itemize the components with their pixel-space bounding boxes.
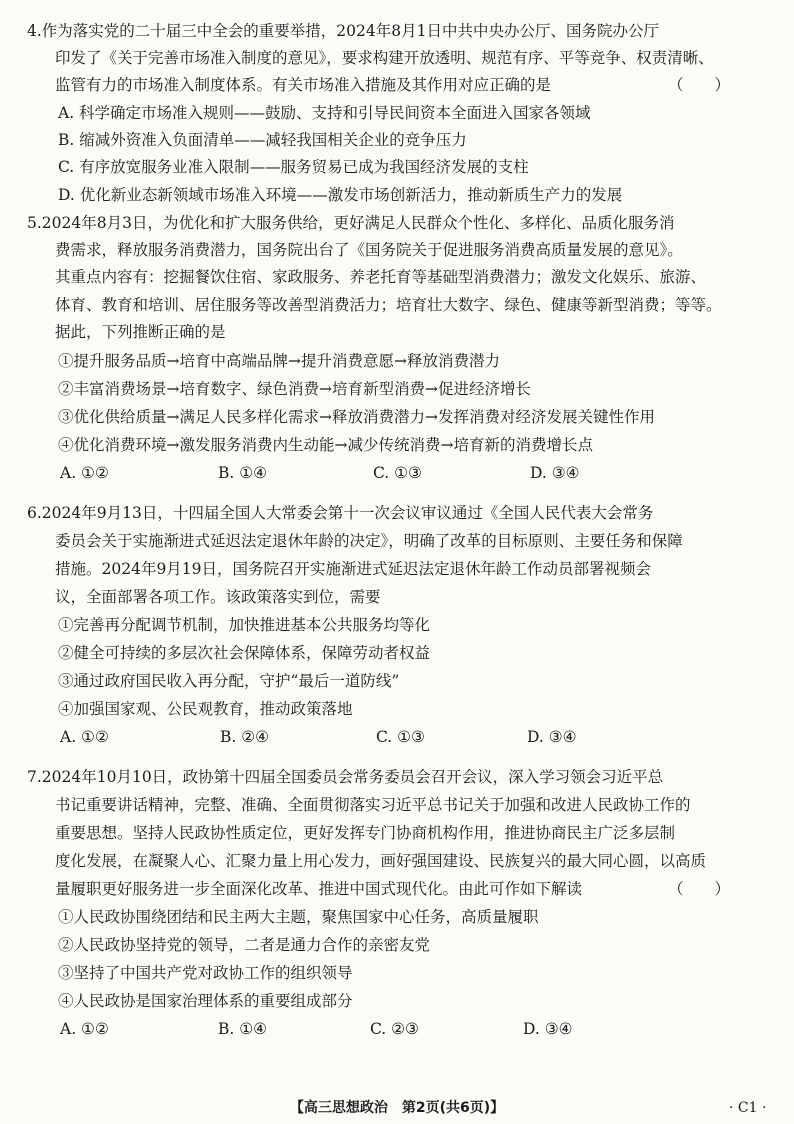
- q6-item-3: ③通过政府国民收入再分配，守护“最后一道防线”: [58, 672, 400, 690]
- q5-option-b: B. ①④: [218, 464, 268, 482]
- q6-stem-line-3: 措施。2024年9月19日，国务院召开实施渐进式延迟法定退休年龄工作动员部署视频会: [55, 560, 652, 578]
- q7-item-2: ②人民政协坚持党的领导，二者是通力合作的亲密友党: [58, 936, 431, 954]
- q7-option-b: B. ①④: [218, 1020, 268, 1038]
- q6-item-4: ④加强国家观、公民观教育，推动政策落地: [58, 700, 353, 718]
- q5-stem-line-4: 体育、教育和培训、居住服务等改善型消费活力；培育壮大数字、绿色、健康等新型消费；等等。: [55, 296, 722, 314]
- q5-item-2: ②丰富消费场景→培育数字、绿色消费→培育新型消费→促进经济增长: [58, 380, 531, 398]
- q6-option-c: C. ①③: [376, 728, 425, 746]
- q4-answer-bracket: （ ）: [668, 76, 731, 94]
- q4-stem-line-2: 印发了《关于完善市场准入制度的意见》，要求构建开放透明、规范有序、平等竞争、权责清晰、: [55, 49, 714, 67]
- page-footer: 【高三思想政治 第2页(共6页)】: [289, 1100, 505, 1116]
- q7-option-d: D. ③④: [523, 1020, 573, 1038]
- q5-stem-line-2: 费需求，释放服务消费潜力，国务院出台了《国务院关于促进服务消费高质量发展的意见》。: [55, 241, 683, 259]
- q5-option-c: C. ①③: [373, 464, 422, 482]
- q7-option-a: A. ①②: [60, 1020, 109, 1038]
- q6-stem-line-4: 议，全面部署各项工作。该政策落实到位，需要: [55, 588, 381, 606]
- q4-option-a: A. 科学确定市场准入规则——鼓励、支持和引导民间资本全面进入国家各领域: [58, 104, 591, 122]
- q7-stem-line-5: 量履职更好服务进一步全面深化改革、推进中国式现代化。由此可作如下解读: [55, 880, 583, 898]
- q7-item-1: ①人民政协围绕团结和民主两大主题，聚焦国家中心任务，高质量履职: [58, 908, 539, 926]
- q7-stem-line-2: 书记重要讲话精神，完整、准确、全面贯彻落实习近平总书记关于加强和改进人民政协工作的: [55, 796, 691, 814]
- q7-option-c: C. ②③: [370, 1020, 419, 1038]
- q6-item-1: ①完善再分配调节机制，加快推进基本公共服务均等化: [58, 616, 431, 634]
- q6-option-b: B. ②④: [220, 728, 270, 746]
- q5-stem-line-1: 5.2024年8月3日，为优化和扩大服务供给，更好满足人民群众个性化、多样化、品质化服务消: [27, 214, 675, 232]
- q5-item-1: ①提升服务品质→培育中高端品牌→提升消费意愿→释放消费潜力: [58, 352, 500, 370]
- q4-option-c: C. 有序放宽服务业准入限制——服务贸易已成为我国经济发展的支柱: [58, 158, 529, 176]
- q6-stem-line-2: 委员会关于实施渐进式延迟法定退休年龄的决定》，明确了改革的目标原则、主要任务和保障: [55, 532, 683, 550]
- q5-option-d: D. ③④: [530, 464, 580, 482]
- q4-stem-line-3: 监管有力的市场准入制度体系。有关市场准入措施及其作用对应正确的是: [55, 76, 552, 94]
- q5-item-4: ④优化消费环境→激发服务消费内生动能→减少传统消费→培育新的消费增长点: [58, 436, 593, 454]
- q7-options: [0, 1016, 760, 1042]
- q7-stem-line-3: 重要思想。坚持人民政协性质定位，更好发挥专门协商机构作用，推进协商民主广泛多层制: [55, 824, 676, 842]
- q6-item-2: ②健全可持续的多层次社会保障体系，保障劳动者权益: [58, 644, 431, 662]
- q6-option-d: D. ③④: [527, 728, 577, 746]
- q7-item-3: ③坚持了中国共产党对政协工作的组织领导: [58, 964, 353, 982]
- q5-item-3: ③优化供给质量→满足人民多样化需求→释放消费潜力→发挥消费对经济发展关键性作用: [58, 408, 655, 426]
- q4-option-b: B. 缩减外资准入负面清单——减轻我国相关企业的竞争压力: [58, 131, 467, 149]
- q6-options: [0, 724, 760, 750]
- q7-stem-line-1: 7.2024年10月10日，政协第十四届全国委员会常务委员会召开会议，深入学习领会习近平总: [27, 768, 664, 786]
- q5-option-a: A. ①②: [60, 464, 109, 482]
- q5-stem-line-3: 其重点内容有：挖掘餐饮住宿、家政服务、养老托育等基础型消费潜力；激发文化娱乐、旅游、: [55, 268, 707, 286]
- q7-item-4: ④人民政协是国家治理体系的重要组成部分: [58, 992, 353, 1010]
- q4-option-d: D. 优化新业态新领域市场准入环境——激发市场创新活力，推动新质生产力的发展: [58, 186, 623, 204]
- q7-stem-line-4: 度化发展，在凝聚人心、汇聚力量上用心发力，画好强国建设、民族复兴的最大同心圆，以高质: [55, 852, 707, 870]
- paper-code: · C1 ·: [729, 1100, 767, 1116]
- q5-options: [0, 460, 760, 486]
- q7-answer-bracket: （ ）: [668, 880, 731, 898]
- q6-option-a: A. ①②: [60, 728, 109, 746]
- q5-stem-line-5: 据此，下列推断正确的是: [55, 323, 226, 341]
- q6-stem-line-1: 6.2024年9月13日，十四届全国人大常委会第十一次会议审议通过《全国人民代表大会常务: [27, 504, 654, 522]
- q4-stem-line-1: 4.作为落实党的二十届三中全会的重要举措，2024年8月1日中共中央办公厅、国务院办公厅: [27, 22, 659, 40]
